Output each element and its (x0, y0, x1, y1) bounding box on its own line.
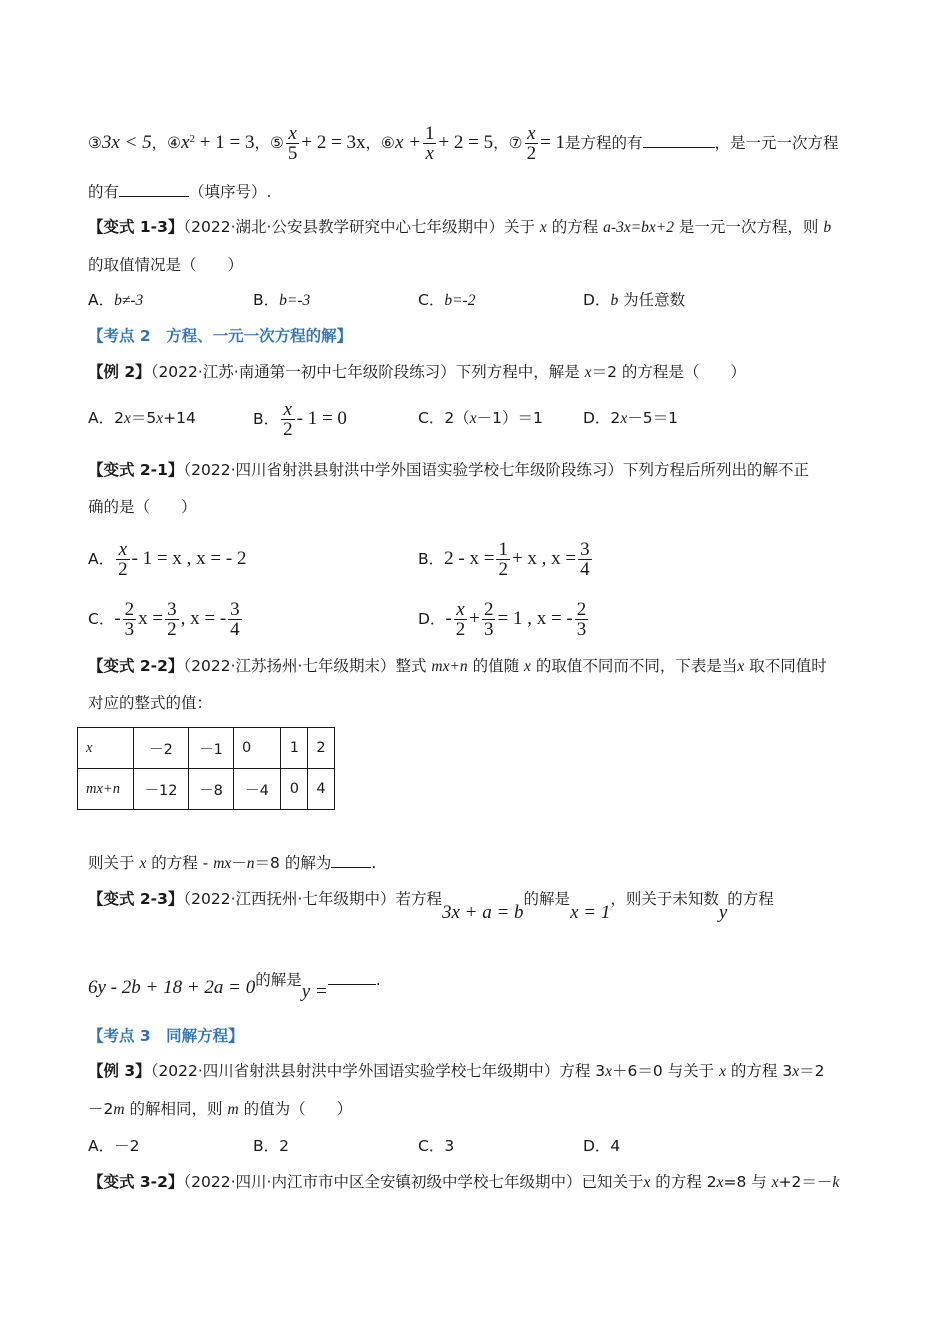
variant-2-3-line2: 6y - 2b + 18 + 2a = 0的解是y =. (88, 968, 381, 992)
variant-1-3: 【变式 1-3】（2022·湖北·公安县教学研究中心七年级期中）关于 x 的方程 a-3x=bx+2 是一元一次方程，则 b (88, 218, 832, 236)
section-title: 【考点 3 同解方程】 (88, 1027, 244, 1045)
answer-blank[interactable] (119, 180, 189, 197)
fraction: $\frac{x}{5}$ (287, 123, 298, 164)
option-d[interactable]: D．4 (583, 1137, 621, 1155)
answer-blank[interactable] (328, 968, 376, 985)
option-d[interactable]: D．b 为任意数 (583, 291, 686, 309)
section-title: 【考点 2 方程、一元一次方程的解】 (88, 327, 353, 345)
variant-2-2-question: 则关于 x 的方程 - mx－n＝8 的解为 . (88, 851, 376, 876)
option-c[interactable]: C．- $\frac{2}{3}$ x = $\frac{3}{2}$ , x = - $\frac{3}{4}$ (88, 599, 240, 640)
option-c[interactable]: C．b=-2 (418, 291, 476, 309)
option-a[interactable]: A．b≠-3 (88, 291, 144, 309)
fraction: $\frac{x}{2}$ (526, 123, 537, 164)
option-d[interactable]: D．- $\frac{x}{2}$ + $\frac{2}{3}$ = 1 , x = - $\frac{2}{3}$ (418, 599, 587, 640)
question-line-2: 的有 （填序号）. (88, 180, 271, 204)
variant-2-1-line2: 确的是（ ） (88, 498, 197, 516)
table-row: mx+n －12 －8 －4 0 4 (78, 769, 335, 810)
question-line-1: ③3x < 5，$④x^2 + 1 = 3$，⑤ $\frac{x}{5}$ + 2 = 3x，⑥x + $\frac{1}{x}$ + 2 = 5，⑦ $\frac{x}{2}$ = 1是方程的有 ，是一元一次方程 (88, 123, 839, 164)
option-a[interactable]: A．－2 (88, 1137, 140, 1155)
variant-2-2: 【变式 2-2】（2022·江苏扬州·七年级期末）整式 mx+n 的值随 x 的取值不同而不同，下表是当x 取不同值时 (88, 657, 827, 675)
example-3-line2: －2m 的解相同，则 m 的值为（ ） (88, 1100, 353, 1118)
variant-2-3: 【变式 2-3】（2022·江西抚州·七年级期中）若方程3x + a = b的解是x = 1，则关于未知数y的方程 (88, 890, 774, 923)
option-b[interactable]: B． $\frac{x}{2}$ - 1 = 0 (253, 399, 347, 440)
variant-3-2: 【变式 3-2】（2022·四川·内江市市中区全安镇初级中学校七年级期中）已知关于x 的方程 2x=8 与 x+2＝－k (88, 1173, 840, 1191)
option-c[interactable]: C．2（x－1）＝1 (418, 409, 543, 427)
variant-1-3-line2: 的取值情况是（ ） (88, 256, 244, 274)
example-3: 【例 3】（2022·四川省射洪县射洪中学外国语实验学校七年级期中）方程 3x＋6＝0 与关于 x 的方程 3x＝2 (88, 1062, 825, 1080)
option-b[interactable]: B．b=-3 (253, 291, 311, 309)
math-expression: 3x < 5 (101, 132, 152, 153)
values-table (77, 727, 335, 810)
variant-2-2-line2: 对应的整式的值： (88, 694, 213, 712)
option-c[interactable]: C．3 (418, 1137, 455, 1155)
example-2: 【例 2】（2022·江苏·南通第一初中七年级阶段练习）下列方程中，解是 x＝2 的方程是（ ） (88, 363, 746, 381)
fraction: $\frac{1}{x}$ (424, 123, 435, 164)
option-b[interactable]: B．2 (253, 1137, 289, 1155)
option-b[interactable]: B．2 - x = $\frac{1}{2}$ + x , x = $\frac{3}{4}$ (418, 539, 590, 580)
variant-2-1: 【变式 2-1】（2022·四川省射洪县射洪中学外国语实验学校七年级阶段练习）下列方程后所列出的解不正 (88, 461, 810, 479)
option-a[interactable]: A．2x＝5x+14 (88, 409, 196, 427)
option-d[interactable]: D．2x－5＝1 (583, 409, 678, 427)
answer-blank[interactable] (331, 851, 371, 868)
table-row: x －2 －1 0 1 2 (78, 728, 335, 769)
answer-blank[interactable] (643, 131, 715, 148)
option-a[interactable]: A． $\frac{x}{2}$ - 1 = x , x = - 2 (88, 539, 247, 580)
